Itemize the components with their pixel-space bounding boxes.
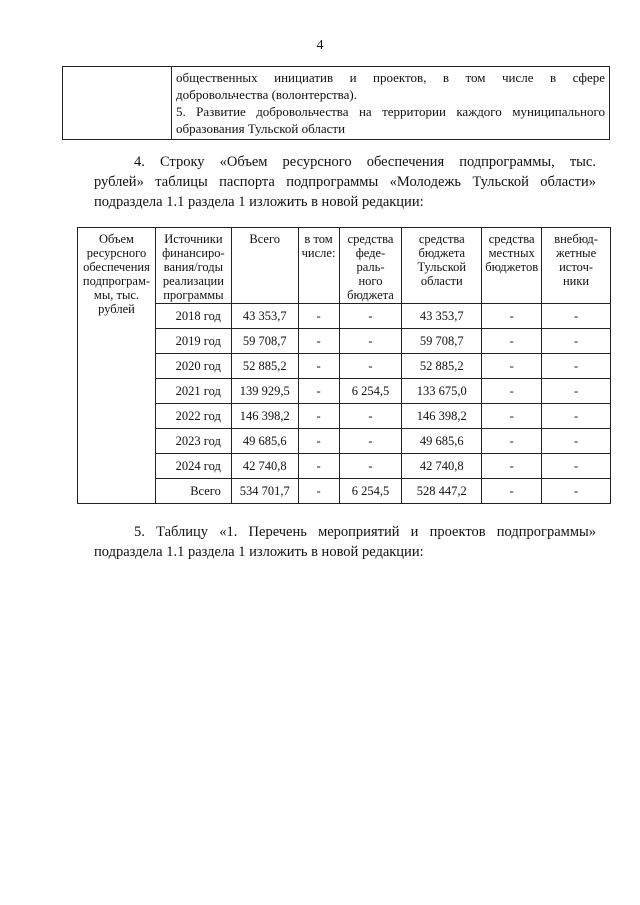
cell-line: феде- [355, 246, 386, 260]
cell-line: местных [488, 246, 535, 260]
value-cell: - [339, 454, 402, 479]
column-header [298, 228, 339, 304]
column-header [155, 228, 231, 304]
value-cell: - [542, 379, 611, 404]
year-cell: 2021 год [155, 379, 231, 404]
value-cell: 59 708,7 [231, 329, 298, 354]
value-cell: 534 701,7 [231, 479, 298, 504]
cell-line: бюджетов [485, 260, 539, 274]
table-row [78, 479, 611, 504]
cell-line: числе: [301, 246, 336, 260]
value-cell: - [339, 354, 402, 379]
year-cell: 2018 год [155, 304, 231, 329]
cell-line: вания/годы [163, 260, 224, 274]
value-cell: 146 398,2 [402, 404, 482, 429]
paragraph-line: подраздела 1.1 раздела 1 изложить в новой редакции: [94, 544, 424, 560]
value-cell: - [542, 329, 611, 354]
value-cell: 43 353,7 [402, 304, 482, 329]
cell-line: жетные [556, 246, 597, 260]
cell-line: области [420, 274, 463, 288]
value-cell: 52 885,2 [231, 354, 298, 379]
value-cell: - [482, 354, 542, 379]
value-cell: - [542, 429, 611, 454]
value-cell: 133 675,0 [402, 379, 482, 404]
cell-line: Всего [249, 232, 281, 246]
table-row [78, 379, 611, 404]
cell-line: реализации [162, 274, 224, 288]
value-cell: - [542, 354, 611, 379]
cell-line: бюджета [418, 246, 466, 260]
value-cell: 43 353,7 [231, 304, 298, 329]
table-line: добровольчества (волонтерства). [176, 87, 357, 102]
cell-line: раль- [356, 260, 385, 274]
cell-line: средства [347, 232, 394, 246]
cell-line: бюджета [347, 288, 394, 302]
paragraph-line: 4. Строку «Объем ресурсного обеспечения подпрограммы, тыс. [134, 154, 596, 170]
value-cell: - [339, 329, 402, 354]
table-row [78, 304, 611, 329]
cell-line: программы [163, 288, 224, 302]
value-cell: - [482, 429, 542, 454]
cell-line: ресурсного [86, 246, 147, 260]
paragraph-line: 5. Таблицу «1. Перечень мероприятий и проектов подпрограммы» [134, 524, 596, 540]
value-cell: - [542, 304, 611, 329]
value-cell: 42 740,8 [402, 454, 482, 479]
table-row [78, 404, 611, 429]
value-cell: - [339, 429, 402, 454]
cell-line: рублей [98, 302, 135, 316]
cell-line: обеспечения [83, 260, 150, 274]
value-cell: - [298, 329, 339, 354]
value-cell: - [298, 379, 339, 404]
cell-line: Объем [98, 232, 134, 246]
row-label-cell [78, 228, 156, 504]
value-cell: - [542, 404, 611, 429]
year-cell: 2019 год [155, 329, 231, 354]
value-cell: - [339, 304, 402, 329]
table-row [78, 354, 611, 379]
cell-line: средства [488, 232, 535, 246]
value-cell: 59 708,7 [402, 329, 482, 354]
column-header [542, 228, 611, 304]
value-cell: - [482, 479, 542, 504]
value-cell: 49 685,6 [402, 429, 482, 454]
value-cell: - [482, 304, 542, 329]
paragraph-line: подраздела 1.1 раздела 1 изложить в новой редакции: [94, 194, 424, 210]
cell-line: средства [418, 232, 465, 246]
value-cell: 6 254,5 [339, 479, 402, 504]
value-cell: 528 447,2 [402, 479, 482, 504]
value-cell: - [482, 379, 542, 404]
continued-table [62, 66, 610, 140]
value-cell: - [298, 454, 339, 479]
year-cell: 2022 год [155, 404, 231, 429]
value-cell: 42 740,8 [231, 454, 298, 479]
table-row [78, 429, 611, 454]
value-cell: - [298, 479, 339, 504]
column-header [339, 228, 402, 304]
year-cell: 2024 год [155, 454, 231, 479]
column-header [482, 228, 542, 304]
cell-line: финансиро- [162, 246, 225, 260]
value-cell: - [482, 454, 542, 479]
paragraph-4 [94, 152, 596, 212]
value-cell: 52 885,2 [402, 354, 482, 379]
column-header [402, 228, 482, 304]
value-cell: - [542, 479, 611, 504]
cell-line: мы, тыс. [93, 288, 140, 302]
column-header [231, 228, 298, 304]
year-cell: 2023 год [155, 429, 231, 454]
value-cell: - [482, 329, 542, 354]
cell-line: внебюд- [554, 232, 598, 246]
value-cell: - [542, 454, 611, 479]
table-line: общественных инициатив и проектов, в том числе в сфере [176, 70, 605, 85]
page-number: 4 [316, 38, 324, 53]
year-cell: 2020 год [155, 354, 231, 379]
text-cell [172, 67, 610, 140]
year-cell: Всего [155, 479, 231, 504]
funding-table [77, 227, 611, 504]
empty-cell [63, 67, 172, 140]
table-line: образования Тульской области [176, 121, 346, 136]
value-cell: 139 929,5 [231, 379, 298, 404]
value-cell: - [339, 404, 402, 429]
cell-line: подпрограм- [82, 274, 151, 288]
table-line: 5. Развитие добровольчества на территории каждого муниципального [176, 104, 605, 119]
value-cell: 146 398,2 [231, 404, 298, 429]
value-cell: 49 685,6 [231, 429, 298, 454]
cell-line: в том [304, 232, 333, 246]
cell-line: ники [562, 274, 590, 288]
cell-line: ного [358, 274, 383, 288]
value-cell: - [298, 304, 339, 329]
cell-line: Источники [164, 232, 223, 246]
paragraph-5 [94, 522, 596, 562]
value-cell: - [298, 354, 339, 379]
cell-line: источ- [559, 260, 594, 274]
table-row [78, 454, 611, 479]
value-cell: - [298, 429, 339, 454]
table-header-row [78, 228, 611, 304]
cell-line: Тульской [417, 260, 467, 274]
value-cell: - [298, 404, 339, 429]
value-cell: 6 254,5 [339, 379, 402, 404]
value-cell: - [482, 404, 542, 429]
paragraph-line: рублей» таблицы паспорта подпрограммы «Молодежь Тульской области» [94, 174, 596, 190]
table-row [78, 329, 611, 354]
